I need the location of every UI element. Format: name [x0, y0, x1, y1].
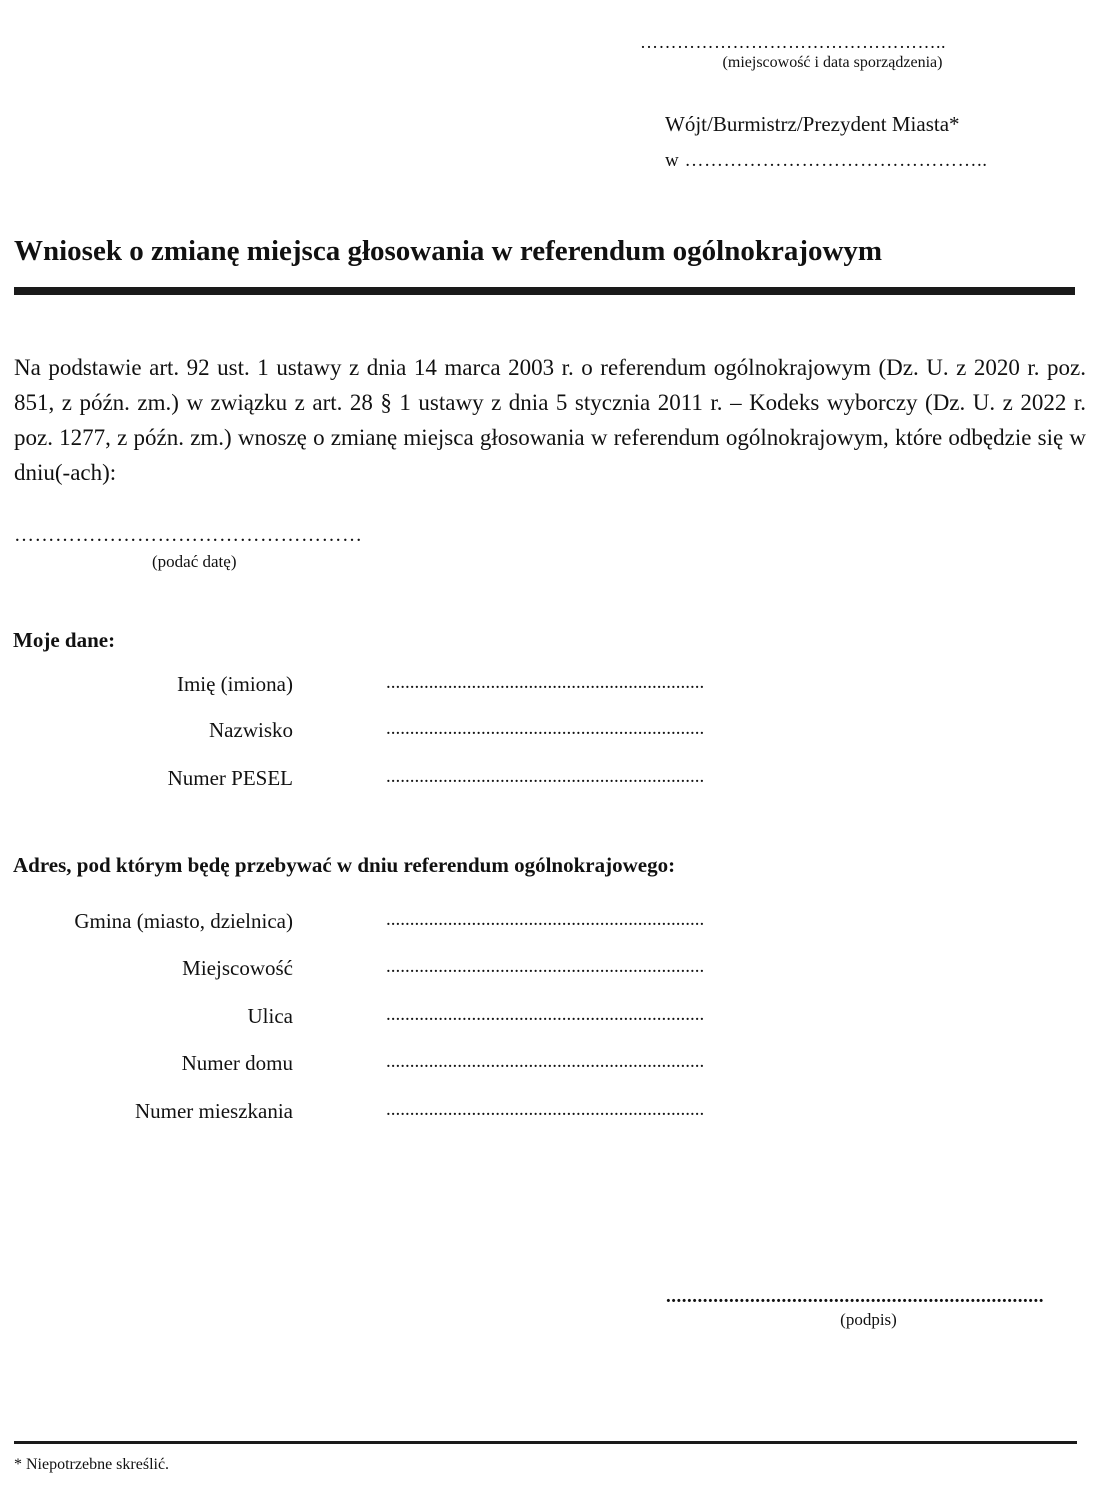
- house-number-row: [0, 1051, 760, 1081]
- locality-field[interactable]: ...................................................................: [386, 956, 705, 977]
- municipality-row: [0, 909, 760, 939]
- apartment-number-row: [0, 1099, 760, 1129]
- municipality-label: Gmina (miasto, dzielnica): [74, 909, 293, 933]
- title-divider: [14, 287, 1075, 295]
- house-number-label: Numer domu: [181, 1051, 293, 1075]
- referendum-date-line[interactable]: ……………………………………………: [14, 524, 363, 546]
- surname-label: Nazwisko: [209, 718, 293, 742]
- footer-divider: [14, 1441, 1077, 1444]
- place-date-line[interactable]: …………………………………………..: [640, 32, 946, 52]
- referendum-date-caption: (podać datę): [152, 552, 237, 571]
- apartment-number-field[interactable]: ...................................................................: [386, 1099, 705, 1120]
- first-name-label: Imię (imiona): [176, 672, 293, 696]
- street-label: Ulica: [247, 1004, 293, 1028]
- surname-row: [0, 718, 760, 748]
- pesel-label: Numer PESEL: [167, 766, 293, 790]
- street-field[interactable]: ...................................................................: [386, 1004, 705, 1025]
- house-number-field[interactable]: ...................................................................: [386, 1051, 705, 1072]
- signature-caption: (podpis): [840, 1310, 897, 1329]
- addressee-location-line[interactable]: w ………………………………………..: [665, 150, 988, 171]
- first-name-field[interactable]: ...................................................................: [386, 672, 705, 693]
- pesel-row: [0, 766, 760, 796]
- document-title: Wniosek o zmianę miejsca głosowania w referendum ogólnokrajowym: [14, 235, 883, 267]
- first-name-row: [0, 672, 760, 702]
- legal-basis-paragraph: Na podstawie art. 92 ust. 1 ustawy z dnia 14 marca 2003 r. o referendum ogólnokrajowym (Dz. U. z 2020 r. poz. 851, z późn. zm.) w związku z art. 28 § 1 ustawy z dnia 5 stycznia 2011 r. – Kodeks wyborczy (Dz. U. z 2022 r. poz. 1277, z późn. zm.) wnoszę o zmianę miejsca głosowania w referendum ogólnokrajowym, które odbędzie się w dniu(-ach):: [14, 355, 1086, 485]
- signature-line[interactable]: ........................................................................: [666, 1286, 1044, 1307]
- locality-row: [0, 956, 760, 986]
- pesel-field[interactable]: ...................................................................: [386, 766, 705, 787]
- addressee: Wójt/Burmistrz/Prezydent Miasta*: [665, 112, 960, 136]
- locality-label: Miejscowość: [182, 956, 293, 980]
- footnote: * Niepotrzebne skreślić.: [14, 1456, 170, 1473]
- address-heading: Adres, pod którym będę przebywać w dniu referendum ogólnokrajowego:: [13, 853, 676, 877]
- apartment-number-label: Numer mieszkania: [134, 1099, 293, 1123]
- place-date-caption: (miejscowość i data sporządzenia): [722, 54, 943, 71]
- street-row: [0, 1004, 760, 1034]
- personal-data-heading: Moje dane:: [13, 628, 116, 652]
- surname-field[interactable]: ...................................................................: [386, 718, 705, 739]
- municipality-field[interactable]: ...................................................................: [386, 909, 705, 930]
